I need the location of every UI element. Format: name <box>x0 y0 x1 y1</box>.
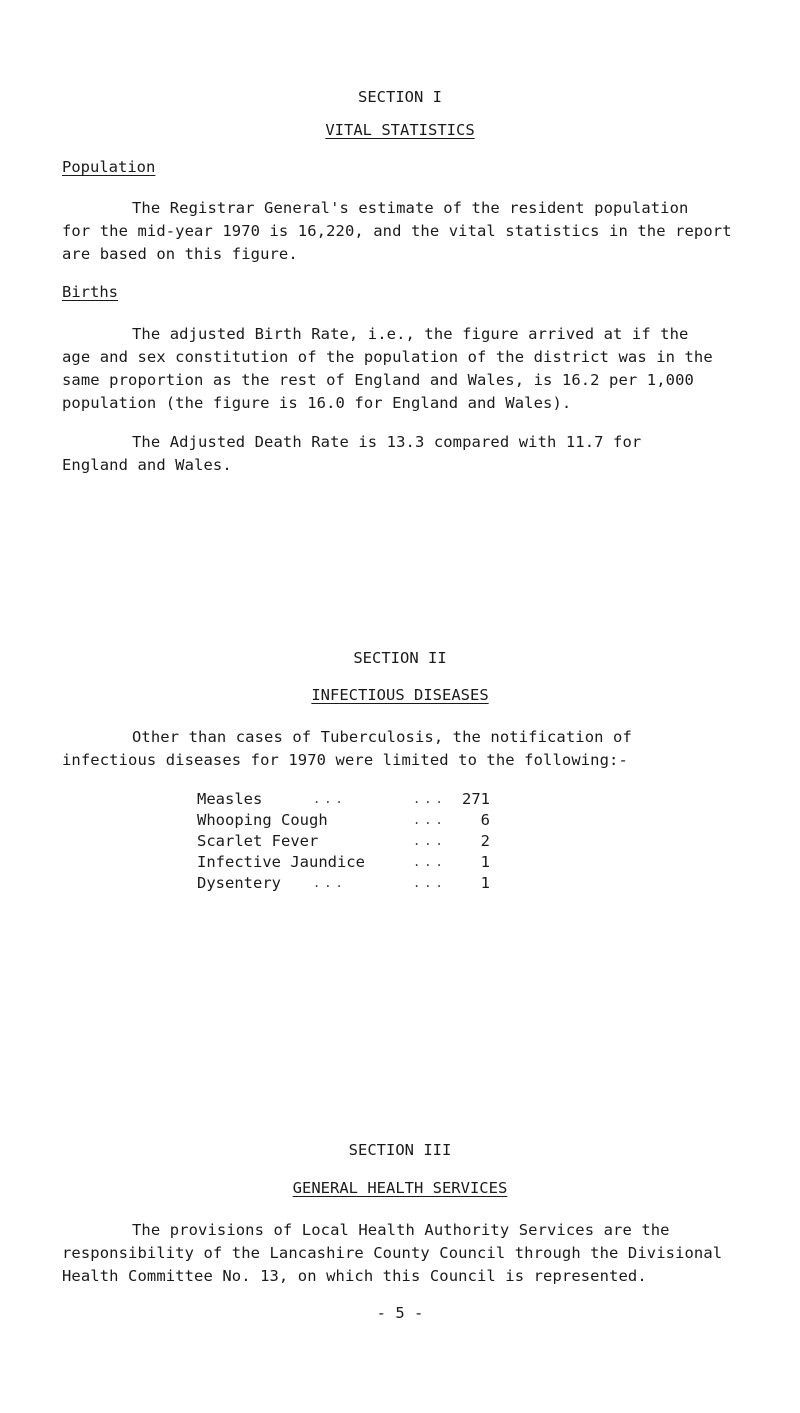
births-line: population (the figure is 16.0 for England and Wales). <box>62 394 572 412</box>
population-line: The Registrar General's estimate of the resident population <box>132 199 689 217</box>
death-rate-line: The Adjusted Death Rate is 13.3 compared with 11.7 for <box>132 433 642 451</box>
death-rate-line: England and Wales. <box>62 456 232 474</box>
disease-name: Scarlet Fever <box>197 832 319 850</box>
disease-name: Dysentery <box>197 874 281 892</box>
infectious-intro-line: Other than cases of Tuberculosis, the notification of <box>132 728 632 746</box>
births-line: The adjusted Birth Rate, i.e., the figure arrived at if the <box>132 325 689 343</box>
dot-leader: ... <box>313 792 347 806</box>
births-line: age and sex constitution of the population of the district was in the <box>62 348 713 366</box>
section-3-title: GENERAL HEALTH SERVICES <box>292 1179 508 1197</box>
health-services-line: responsibility of the Lancashire County Council through the Divisional <box>62 1244 723 1262</box>
population-line: are based on this figure. <box>62 245 298 263</box>
infectious-intro-line: infectious diseases for 1970 were limited to the following:- <box>62 751 628 769</box>
dot-leader: ... <box>413 876 447 890</box>
section-3-heading: SECTION III <box>348 1141 452 1159</box>
dot-leader: ... <box>413 792 447 806</box>
section-2-heading: SECTION II <box>353 649 447 667</box>
population-line: for the mid-year 1970 is 16,220, and the vital statistics in the report <box>62 222 732 240</box>
section-1-title: VITAL STATISTICS <box>325 121 475 139</box>
disease-name: Measles <box>197 790 263 808</box>
dot-leader: ... <box>413 855 447 869</box>
disease-name: Infective Jaundice <box>197 853 365 871</box>
births-heading: Births <box>62 283 118 301</box>
health-services-line: Health Committee No. 13, on which this Council is represented. <box>62 1267 647 1285</box>
disease-count: 6 <box>480 811 490 829</box>
page-number: - 5 - <box>376 1304 424 1322</box>
health-services-line: The provisions of Local Health Authority Services are the <box>132 1221 670 1239</box>
section-1-heading: SECTION I <box>358 88 442 106</box>
disease-count: 271 <box>462 790 490 808</box>
section-2-title: INFECTIOUS DISEASES <box>311 686 489 704</box>
disease-count: 2 <box>480 832 490 850</box>
disease-name: Whooping Cough <box>197 811 328 829</box>
disease-count: 1 <box>480 853 490 871</box>
births-line: same proportion as the rest of England and Wales, is 16.2 per 1,000 <box>62 371 694 389</box>
dot-leader: ... <box>413 813 447 827</box>
population-heading: Population <box>62 158 156 176</box>
dot-leader: ... <box>413 834 447 848</box>
disease-count: 1 <box>480 874 490 892</box>
dot-leader: ... <box>313 876 347 890</box>
